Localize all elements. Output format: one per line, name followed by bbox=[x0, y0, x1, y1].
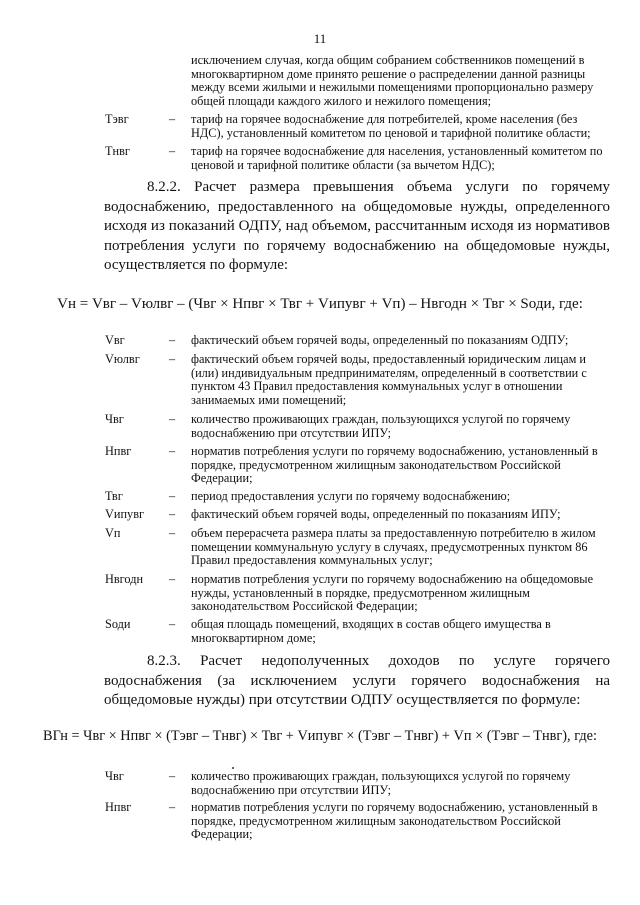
paragraph-8-2-2: 8.2.2. Расчет размера превышения объема услуги по горячему водоснабжению, предоставленного на общедомовые нужды, определенного исходя из показаний ОДПУ, над объемом, рассчитанным исходя из нормативов потребления услуги по горячему водоснабжению на общедомовые нужды, осуществляется по формуле: bbox=[104, 179, 610, 273]
definition-dash: – bbox=[169, 769, 176, 783]
definition-text: тариф на горячее водоснабжение для населения, установленный комитетом по ценовой и тарифной политике области (за вычетом НДС); bbox=[191, 144, 603, 172]
definition-text: количество проживающих граждан, пользующихся услугой по горячему водоснабжению при отсутствии ИПУ; bbox=[191, 769, 571, 797]
definition-dash: – bbox=[169, 507, 176, 521]
definition-text: период предоставления услуги по горячему водоснабжению; bbox=[191, 489, 511, 503]
definition-dash: – bbox=[169, 572, 176, 586]
definition-dash: – bbox=[169, 444, 176, 458]
definition-text: фактический объем горячей воды, предоставленный юридическим лицам и (или) индивидуальным предпринимателям, определенный в соответствии с пунктом 43 Правил предоставления коммунальных услуг в отношении занимаемых ими помещений; bbox=[191, 352, 587, 407]
definition-dash: – bbox=[169, 144, 176, 158]
definition-dash: – bbox=[169, 412, 176, 426]
definition-text: норматив потребления услуги по горячему водоснабжению, установленный в порядке, предусмотренном жилищным законодательством Российской Федерации; bbox=[191, 444, 598, 486]
definition-dash: – bbox=[169, 333, 176, 347]
definition-dash: – bbox=[169, 112, 176, 126]
definition-symbol: Чвг bbox=[105, 412, 124, 426]
definition-symbol: Нпвг bbox=[105, 800, 132, 814]
paragraph-8-2-3: 8.2.3. Расчет недополученных доходов по услуге горячего водоснабжения (за исключением услуги горячего водоснабжения на общедомовые нужды) при отсутствии ОДПУ осуществляется по формуле: bbox=[104, 653, 610, 708]
definition-dash: – bbox=[169, 526, 176, 540]
definition-dash: – bbox=[169, 800, 176, 814]
definition-symbol: Sоди bbox=[105, 617, 131, 631]
definition-symbol: Vюлвг bbox=[105, 352, 140, 366]
definition-text: норматив потребления услуги по горячему водоснабжению, установленный в порядке, предусмотренном жилищным законодательством Российской Федерации; bbox=[191, 800, 598, 842]
definition-text: тариф на горячее водоснабжение для потребителей, кроме населения (без НДС), установленный комитетом по ценовой и тарифной политике области; bbox=[191, 112, 591, 140]
definition-symbol: Нпвг bbox=[105, 444, 132, 458]
definition-dash: – bbox=[169, 489, 176, 503]
page-number: 11 bbox=[313, 31, 327, 46]
definition-text: фактический объем горячей воды, определенный по показаниям ОДПУ; bbox=[191, 333, 569, 347]
continuation-text: исключением случая, когда общим собранием собственников помещений в многоквартирном доме принято решение о распределении данной разницы между всеми жилыми и нежилыми помещениями пропорционально размеру общей площади каждого жилого и нежилого помещения; bbox=[191, 53, 594, 108]
definition-text: фактический объем горячей воды, определенный по показаниям ИПУ; bbox=[191, 507, 561, 521]
definition-symbol: Тэвг bbox=[105, 112, 129, 126]
definition-symbol: Vипувг bbox=[105, 507, 145, 521]
definition-symbol: Твг bbox=[105, 489, 123, 503]
formula-1: Vн = Vвг – Vюлвг – (Чвг × Нпвг × Твг + Vипувг + Vп) – Нвгодн × Твг × Sоди, где: bbox=[57, 296, 583, 312]
definition-text: объем перерасчета размера платы за предоставленную потребителю в жилом помещении коммунальную услугу в случаях, предусмотренных пунктом 86 Правил предоставления коммунальных услуг; bbox=[191, 526, 596, 568]
definition-dash: – bbox=[169, 352, 176, 366]
definition-text: общая площадь помещений, входящих в состав общего имущества в многоквартирном доме; bbox=[191, 617, 551, 645]
definition-symbol: Vп bbox=[105, 526, 121, 540]
definition-symbol: Чвг bbox=[105, 769, 124, 783]
definition-text: количество проживающих граждан, пользующихся услугой по горячему водоснабжению при отсутствии ИПУ; bbox=[191, 412, 571, 440]
definition-dash: – bbox=[169, 617, 176, 631]
definition-symbol: Vвг bbox=[105, 333, 125, 347]
definition-symbol: Тнвг bbox=[105, 144, 130, 158]
definition-symbol: Нвгодн bbox=[105, 572, 144, 586]
definition-text: норматив потребления услуги по горячему водоснабжению на общедомовые нужды, установленный в порядке, предусмотренном жилищным законодательством Российской Федерации; bbox=[191, 572, 594, 614]
formula-2: ВГн = Чвг × Нпвг × (Тэвг – Тнвг) × Твг + Vипувг × (Тэвг – Тнвг) + Vп × (Тэвг – Тнвг), где: bbox=[43, 728, 597, 744]
